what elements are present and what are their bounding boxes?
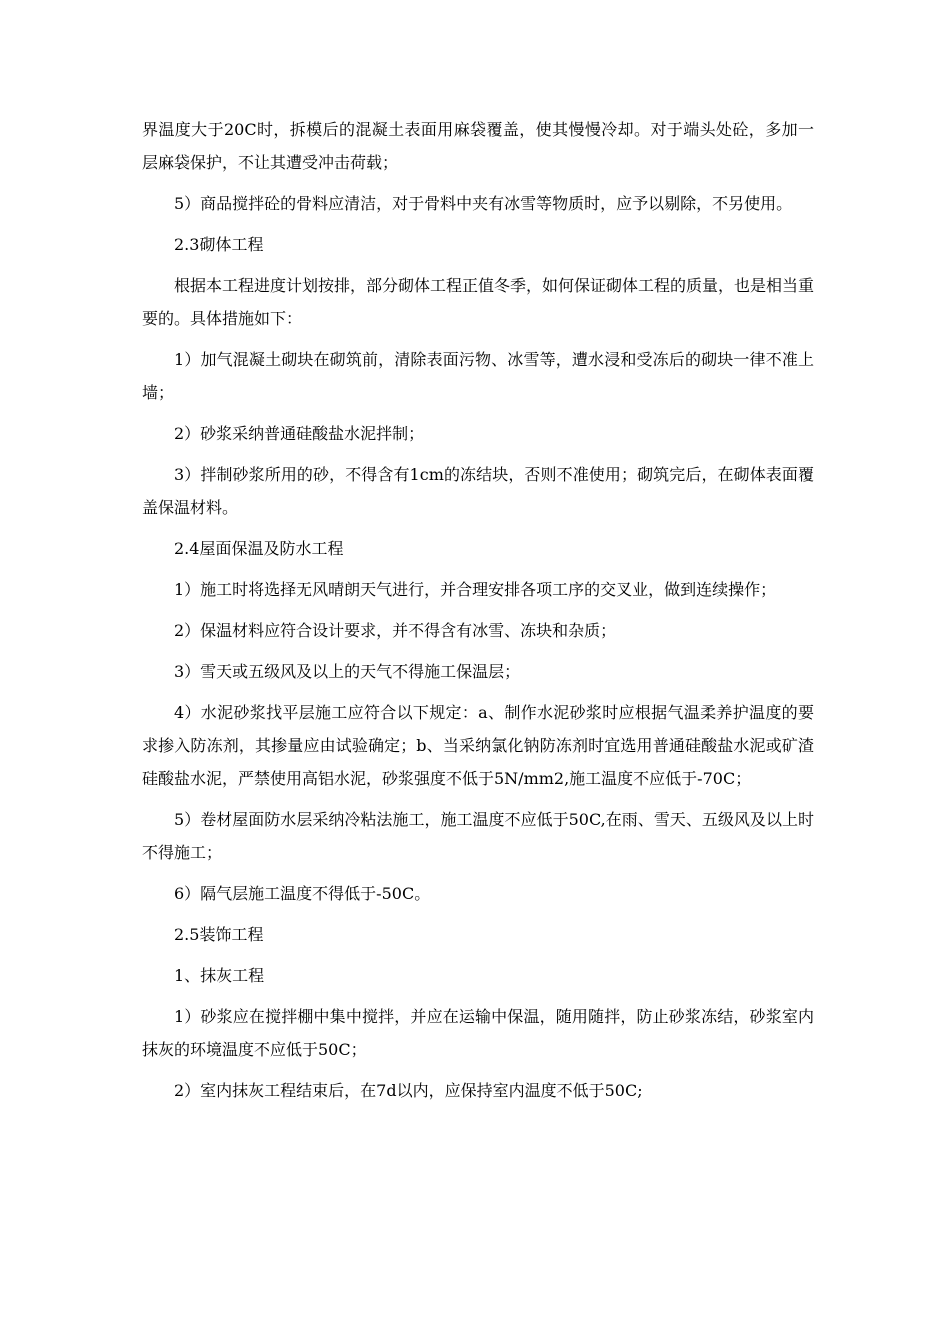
paragraph-roof-item-4: 4）水泥砂浆找平层施工应符合以下规定：a、制作水泥砂浆时应根据气温柔养护温度的要求掺入防冻剂，其掺量应由试验确定；b、当采纳氯化钠防冻剂时宜选用普通硅酸盐水泥或矿渣硅酸盐水泥，严禁使用高铝水泥，砂浆强度不低于5N/mm2,施工温度不应低于-70C； [142,703,814,788]
heading-masonry: 2.3砌体工程 [174,235,264,254]
heading-roof-insulation: 2.4屋面保温及防水工程 [174,539,344,558]
paragraph-masonry-item-3: 3）拌制砂浆所用的砂，不得含有1cm的冻结块，否则不准使用；砌筑完后，在砌体表面覆盖保温材料。 [142,465,814,517]
paragraph-roof-item-1: 1）施工时将选择无风晴朗天气进行，并合理安排各项工序的交叉业，做到连续操作； [174,580,777,599]
paragraph-masonry-item-2: 2）砂浆采纳普通硅酸盐水泥拌制； [174,424,425,443]
paragraph-plaster-item-1: 1）砂浆应在搅拌棚中集中搅拌，并应在运输中保温，随用随拌，防止砂浆冻结，砂浆室内抹灰的环境温度不应低于50C； [142,1007,814,1059]
paragraph-aggregate-cleaning: 5）商品搅拌砼的骨料应清洁，对于骨料中夹有冰雪等物质时，应予以剔除，不另使用。 [174,194,793,213]
paragraph-roof-item-5: 5）卷材屋面防水层采纳冷粘法施工，施工温度不应低于50C,在雨、雪天、五级风及以上时不得施工； [142,810,814,862]
heading-decoration: 2.5装饰工程 [174,925,264,944]
paragraph-plaster-item-2: 2）室内抹灰工程结束后，在7d以内，应保持室内温度不低于50C; [174,1081,643,1100]
paragraph-roof-item-2: 2）保温材料应符合设计要求，并不得含有冰雪、冻块和杂质； [174,621,617,640]
paragraph-roof-item-3: 3）雪天或五级风及以上的天气不得施工保温层； [174,662,521,681]
paragraph-masonry-intro: 根据本工程进度计划按排，部分砌体工程正值冬季，如何保证砌体工程的质量，也是相当重要的。具体措施如下： [142,276,815,328]
document-body [142,113,814,1115]
subheading-plastering: 1、抹灰工程 [174,966,265,985]
paragraph-concrete-cover: 界温度大于20C时，拆模后的混凝土表面用麻袋覆盖，使其慢慢冷却。对于端头处砼，多加一层麻袋保护，不让其遭受冲击荷载； [142,120,814,172]
paragraph-roof-item-6: 6）隔气层施工温度不得低于-50C。 [174,884,431,903]
paragraph-masonry-item-1: 1）加气混凝土砌块在砌筑前，清除表面污物、冰雪等，遭水浸和受冻后的砌块一律不准上墙； [142,350,814,402]
